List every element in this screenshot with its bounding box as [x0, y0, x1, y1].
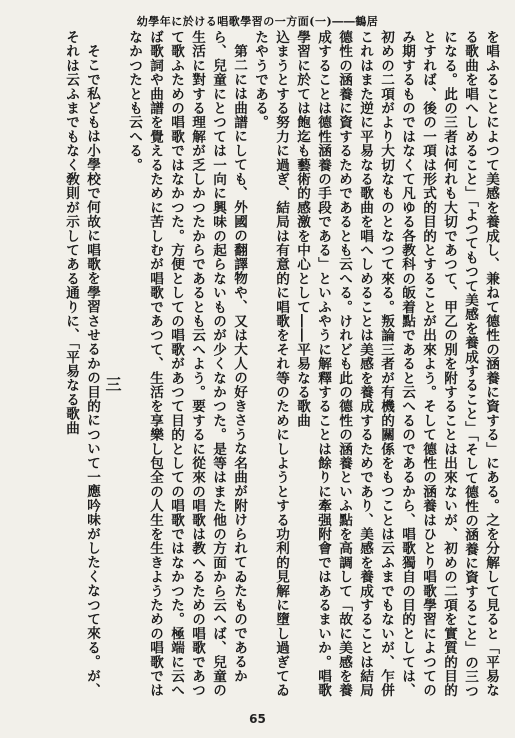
- running-header: [12, 10, 503, 32]
- paragraph-second: 第二には曲譜にしても、外國の翻譯物や、又は大人の好きさうな名曲が附けられてゐたものであるから、兒童にとつては一向に興味の起らないものが少くなかつた。是等はまた他の方面から云へば、兒童の生活に對する理解が乏しかつたからであるとも云へよう。要するに從來の唱歌は教へるための唱歌であつて歌ふための唱歌ではなかつた。方便としての唱歌があつて目的としての唱歌ではなかつた。極端に云へば歌詞や曲譜を覺えるために苦しむが唱歌であつて、生活を享樂し包全の人生を生きようための唱歌ではなかつたとも云へる。: [126, 30, 247, 698]
- paragraph-first: 込まうとする努力に過ぎ、結局は有意的に唱歌をそれ等のためにしようとする功利的見解に墮し過ぎてゐたやうである。: [252, 30, 289, 698]
- body-text: [36, 30, 501, 698]
- section-number: 三: [103, 375, 122, 393]
- paragraph-last: そこで私どもは小學校で何故に唱歌を學習させるかの目的について一應吟味がしたくなつて來る。が、それは云ふまでもなく敎則が示してある通りに、「平易なる歌曲: [63, 30, 100, 697]
- paragraph-continuation: を唱ふることによつて美感を養成し、兼ねて德性の涵養に資する」にある。之を分解して見ると「平易なる歌曲を唱へしめること」「よつてもつて美感を養成すること」「そして德性の涵養に資すること」の三つになる。此の三者は何れも大切であつて、甲乙の別を附することは出來ないが、初めの二項を實質的目的とすれば、後の一項は形式的目的とすることが出來よう。そして德性の涵養はひとり唱歌學習によつてのみ期するものではなくて凡ゆる各教科の皈着點であると云へるのであるから、唱歌獨自の目的としては、初めの二項がより大切なものとなつて來る。叛論三者が有機的關係をもつことは云ふまでもないが、乍併これはまた逆に平易なる歌曲を唱へしめることは美感を養成するためであり、美感を養成することは結局德性の涵養に資するためであるとも云へる。けれども此の德性の涵養といふ點を高調して「故に美感を養成することは德性涵養の手段である」といふやうに解釋することは餘りに牽强附會ではあるまいか。唱歌學習に於ては飽迄も藝術的感激を中心として――平易なる歌曲: [294, 30, 499, 698]
- page-number: 65: [249, 712, 266, 726]
- running-title: 幼學年に於ける唱歌學習の一方面(一)――鶴居: [136, 15, 379, 28]
